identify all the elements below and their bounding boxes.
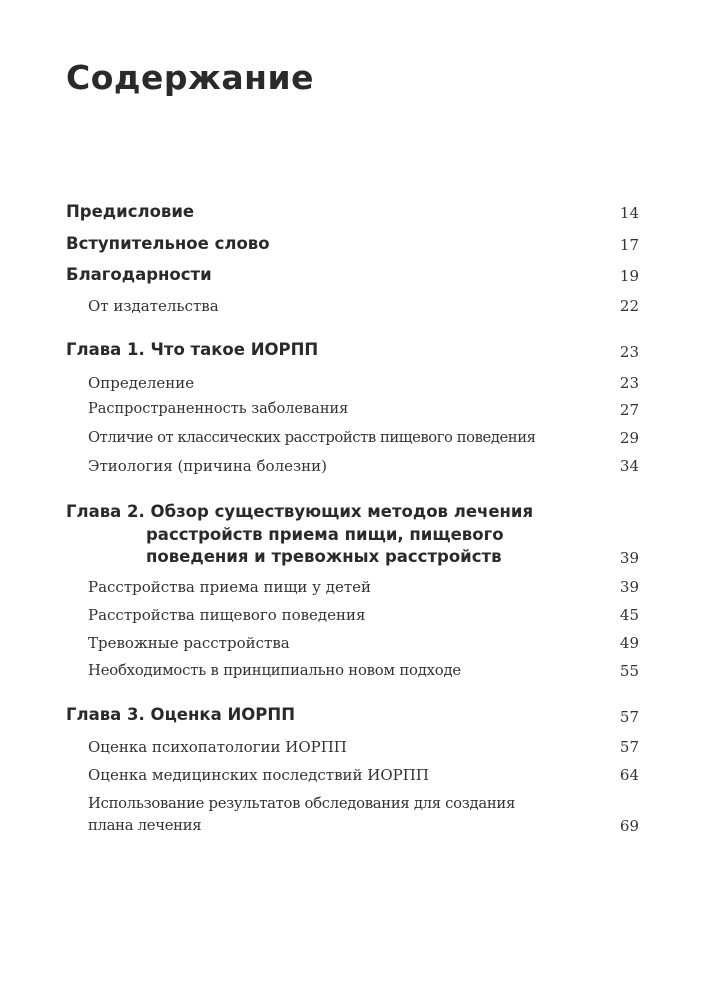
toc-page-number: 14 [619,204,639,222]
toc-page-number: 57 [619,708,639,726]
toc-section-label: Расстройства приема пищи у детей [88,578,372,596]
toc-page-number: 23 [619,343,639,361]
toc-page-number: 29 [619,429,639,447]
toc-page-number: 34 [619,457,639,475]
toc-page-number: 39 [619,578,639,596]
toc-page-number: 27 [619,401,639,419]
toc-entry-label: Предисловие [66,202,195,221]
toc-page-number: 64 [619,766,639,784]
toc-section-label: Этиология (причина болезни) [88,457,328,475]
toc-page-number: 22 [619,297,639,315]
toc-section-label: Тревожные расстройства [88,634,290,652]
chapter-title: Глава 1. Что такое ИОРПП [66,340,319,359]
toc-section-label: Определение [88,374,195,392]
chapter-title [66,501,533,569]
toc-page-number: 17 [619,236,639,254]
chapter-title-line: поведения и тревожных расстройств [146,547,502,566]
toc-section-label [88,793,515,837]
toc-section-label: Необходимость в принципиально новом подходе [88,662,461,679]
toc-section-label: Распространенность заболевания [88,401,349,417]
page-title: Содержание [66,58,314,97]
chapter-title: Глава 3. Оценка ИОРПП [66,705,296,724]
toc-entry-label: Вступительное слово [66,234,270,253]
toc-page-number: 23 [619,374,639,392]
toc-section-label: Отличие от классических расстройств пищевого поведения [88,429,536,446]
toc-page-number: 49 [619,634,639,652]
toc-page-number: 57 [619,738,639,756]
toc-page-number: 55 [619,662,639,680]
toc-page-number: 19 [619,267,639,285]
chapter-title-line: расстройств приема пищи, пищевого [146,524,504,544]
toc-page-number: 45 [619,606,639,624]
toc-section-line: Использование результатов обследования для создания [88,795,516,812]
toc-section-label: Расстройства пищевого поведения [88,606,366,624]
toc-page-number: 39 [619,549,639,567]
toc-entry-label: От издательства [88,297,219,315]
toc-section-label: Оценка медицинских последствий ИОРПП [88,766,429,784]
toc-section-label: Оценка психопатологии ИОРПП [88,738,347,756]
toc-entry-label: Благодарности [66,265,212,284]
toc-page-number: 69 [619,817,639,835]
toc-section-line: плана лечения [88,817,202,834]
chapter-title-line: Глава 2. Обзор существующих методов лечения [66,502,534,521]
